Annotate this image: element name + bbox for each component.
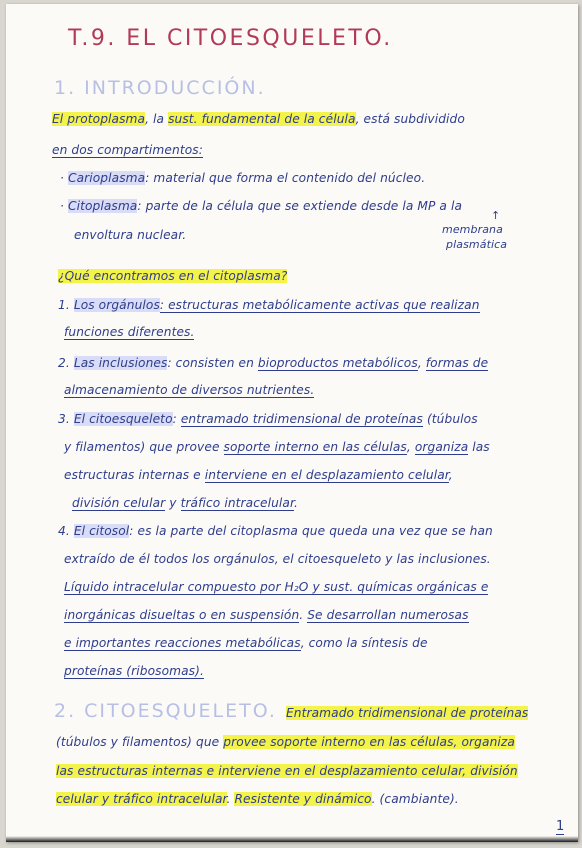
section-heading-citoesqueleto: 2. CITOESQUELETO. [54,700,277,722]
text: entramado tridimensional de proteínas [180,412,423,426]
text: (túbulos [422,412,478,426]
margin-note: membrana [442,223,503,236]
paragraph-line [286,706,528,720]
bullet-continuation [74,228,186,242]
text: las [468,440,490,454]
text: Se desarrollan numerosas [307,608,469,622]
arrow-up-icon: ↑ [491,209,501,222]
bullet-dot: · [60,171,64,185]
text: y filamentos) que provee [64,440,224,454]
list-item-line [64,608,469,622]
list-item-line [64,383,314,397]
notebook-page [6,4,578,842]
text: , [417,356,426,370]
term: Citoplasma [67,199,138,213]
text: . [293,496,298,510]
term: Los orgánulos [73,298,160,312]
text: e importantes reacciones metabólicas [64,636,301,650]
text: envoltura nuclear. [74,228,187,242]
list-number: 4. [58,524,70,538]
term: El citoesqueleto [73,412,173,426]
page-title: T.9. EL CITOESQUELETO. [68,26,393,51]
term: Las inclusiones [73,356,168,370]
text: organiza [414,440,469,454]
text: , la [145,112,169,126]
page-number: 1 [556,819,565,834]
list-item-inclusiones [58,356,488,370]
text: extraído de él todos los orgánulos, el citoesqueleto y las inclusiones. [64,552,491,566]
margin-note: plasmática [446,238,508,251]
term: Carioplasma [67,171,146,185]
text: las estructuras internas e interviene en el desplazamiento celular, división [56,764,518,778]
text: Resistente y dinámico [234,792,372,806]
list-item-line [72,496,298,510]
text: interviene en el desplazamiento celular [204,468,449,482]
list-item-line [64,664,204,678]
text: : parte de la célula que se extiende desde la MP a la [137,199,463,213]
text: almacenamiento de diversos nutrientes. [64,383,315,397]
text: . (cambiante). [371,792,459,806]
text: formas de [425,356,489,370]
list-number: 2. [58,356,70,370]
paragraph-line [56,735,515,749]
text: división celular [72,496,166,510]
bullet-carioplasma [60,171,425,185]
paragraph-line [56,792,459,806]
term: El citosol [73,524,130,538]
list-item-citoesqueleto [58,412,478,426]
question-text: ¿Qué encontramos en el citoplasma? [58,269,288,283]
text: y [165,496,181,510]
text: en dos compartimentos: [52,143,203,157]
paragraph-line [52,143,203,157]
text: provee soporte interno en las células [223,735,454,749]
text: Líquido intracelular compuesto por H₂O y sust. químicas orgánicas e [64,580,489,594]
list-item-line [64,468,453,482]
list-item-organulos [58,298,480,312]
list-number: 3. [58,412,70,426]
text: estructuras internas e [64,468,205,482]
text: , organiza [453,735,515,749]
text: (túbulos y filamentos) que [56,735,224,749]
list-number: 1. [58,298,70,312]
text: proteínas (ribosomas). [64,664,204,678]
text: , [406,440,415,454]
text: tráfico intracelular [180,496,294,510]
text: , está subdividido [355,112,465,126]
text: funciones diferentes. [64,325,195,339]
paragraph-line [56,764,518,778]
section-heading-introduccion: 1. INTRODUCCIÓN. [54,77,266,99]
text: inorgánicas disueltas o en suspensión [64,608,300,622]
text: Entramado tridimensional de proteínas [286,706,529,720]
bullet-dot: · [60,199,64,213]
text: bioproductos metabólicos [257,356,418,370]
text: : [172,412,181,426]
highlight-sust-fundamental: sust. fundamental de la célula [168,112,356,126]
list-item-line [64,325,194,339]
text: . [226,792,235,806]
text: : es la parte del citoplasma que queda una vez que se han [129,524,493,538]
text: : material que forma el contenido del núcleo. [145,171,426,185]
highlight-protoplasma: El protoplasma [52,112,146,126]
text: . [299,608,308,622]
list-item-line [64,580,488,594]
text: : consisten en [167,356,258,370]
text: soporte interno en las células [223,440,407,454]
text: celular y tráfico intracelular [56,792,227,806]
list-item-line [64,552,491,566]
bullet-citoplasma [60,199,462,213]
question [58,269,287,283]
list-item-line [64,440,490,454]
text: : estructuras metabólicamente activas que realizan [159,298,480,312]
paragraph-line [52,112,465,126]
text: , como la síntesis de [300,636,428,650]
text: , [448,468,453,482]
list-item-citosol [58,524,493,538]
list-item-line [64,636,428,650]
